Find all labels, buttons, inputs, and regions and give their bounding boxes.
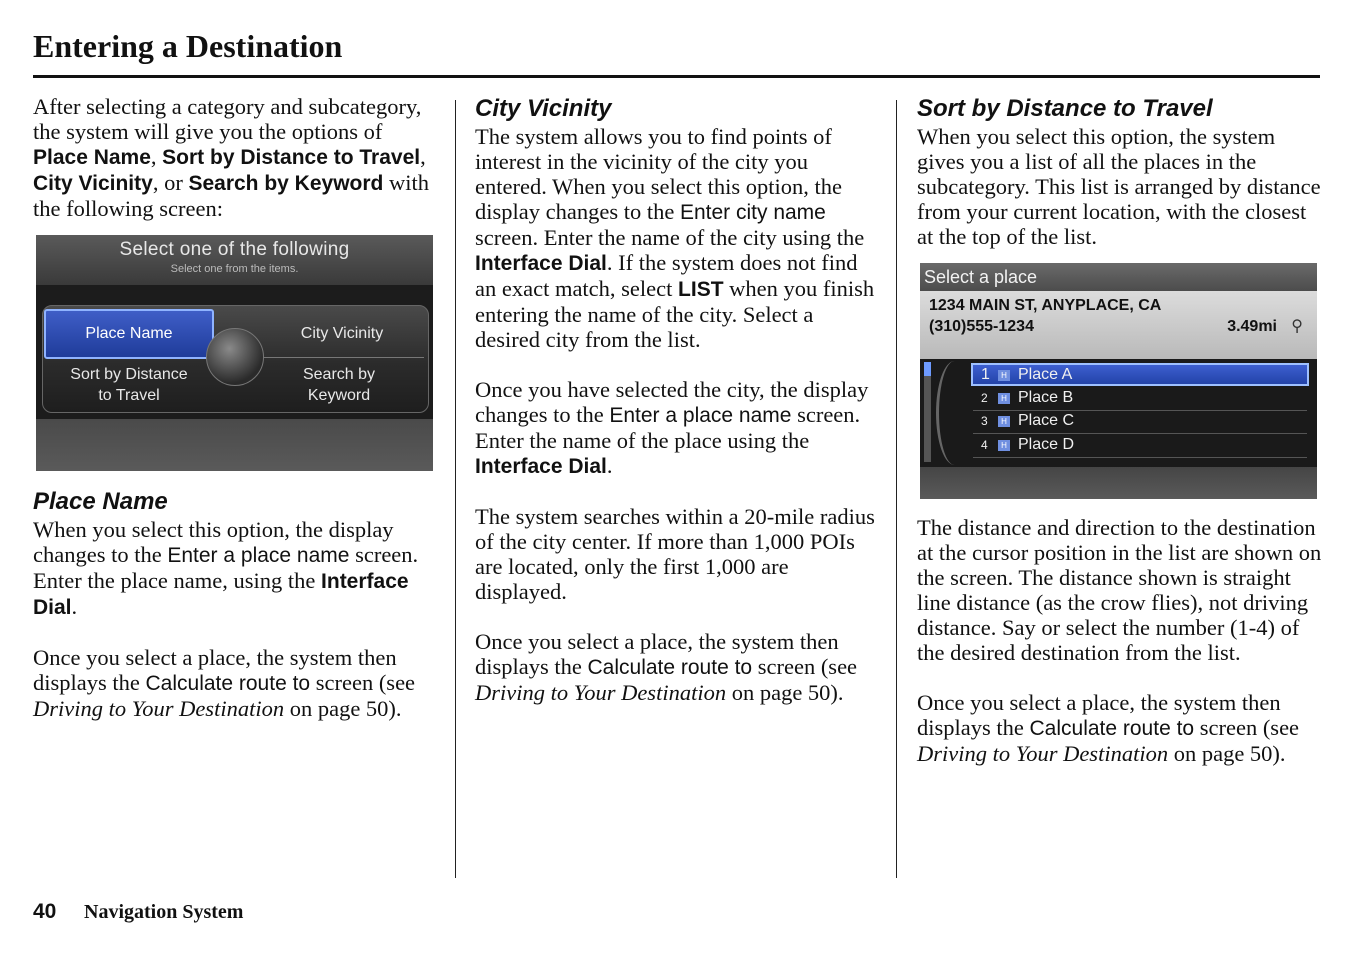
list-item-place-b[interactable] [973, 388, 1307, 411]
control-name: Interface Dial [475, 252, 607, 275]
text: The system allows you to find points of interest in the vicinity of the city you entered. When you select this option, the display changes to the [475, 124, 842, 224]
text: After selecting a category and subcategory, the system will give you the options of [33, 94, 422, 144]
text: , [420, 144, 426, 169]
poi-icon: H [998, 393, 1010, 404]
text: screen. Enter the name of the city using the [475, 225, 865, 250]
column-divider-2 [896, 100, 897, 878]
screen-name: Enter city name [679, 201, 826, 224]
text: Once you select a place, the system then displays the [33, 645, 397, 695]
place-info-panel [920, 291, 1317, 359]
text: screen (see [1194, 715, 1300, 740]
control-name: LIST [678, 278, 724, 301]
item-number: 1 [981, 366, 990, 383]
text: with the following screen: [33, 170, 429, 221]
option-city-vicinity[interactable]: City Vicinity [300, 325, 384, 342]
column-1 [33, 94, 438, 721]
screen-name: Calculate route to [587, 656, 753, 679]
item-number: 2 [981, 391, 988, 405]
option-sort-by-distance[interactable] [54, 364, 204, 406]
screen-name: Enter a place name [609, 404, 792, 427]
text: , or [152, 170, 189, 195]
text: on page 50). [726, 680, 844, 705]
list-item-place-d[interactable] [973, 435, 1307, 458]
sort-paragraph-2: The distance and direction to the destination at the cursor position in the list are shown on the screen. The distance shown is straight line distance (as the crow flies), not driving distance. Say or select the number (1-4) of the desired destination from the list. [917, 515, 1322, 665]
keyword-search-by-keyword: Search by Keyword [188, 172, 384, 195]
poi-icon: H [998, 440, 1010, 451]
city-vicinity-paragraph-4 [475, 629, 880, 705]
control-name: Interface Dial [475, 455, 607, 478]
text: Once you select a place, the system then displays the [917, 690, 1281, 740]
text: . [71, 594, 78, 619]
item-label: Place A [1018, 366, 1073, 383]
text: . If the system does not find an exact match, select [475, 250, 858, 301]
text: on page 50). [284, 696, 402, 721]
option-label: to Travel [98, 387, 160, 404]
place-name-paragraph-1 [33, 517, 438, 620]
cross-reference: Driving to Your Destination [475, 680, 727, 705]
option-label: Sort by Distance [70, 366, 188, 383]
text: When you select this option, the display changes to the [33, 517, 394, 567]
option-label: Keyword [307, 387, 371, 404]
item-number: 3 [981, 414, 988, 428]
footer-page-number: 40 [33, 900, 57, 923]
item-label: Place D [1018, 436, 1075, 453]
footer-label: Navigation System [84, 901, 244, 923]
poi-icon: H [998, 416, 1010, 427]
place-address: 1234 MAIN ST, ANYPLACE, CA [929, 297, 1162, 314]
poi-icon: H [998, 370, 1010, 381]
text: Once you select a place, the system then displays the [475, 629, 839, 679]
screen-footer-bar [36, 419, 433, 471]
column-3 [917, 94, 1322, 766]
city-vicinity-paragraph-3: The system searches within a 20-mile radius of the city center. If more than 1,000 POIs are located, only the first 1,000 are displayed. [475, 504, 875, 604]
keyword-city-vicinity: City Vicinity [33, 172, 153, 195]
list-item-place-a[interactable] [971, 363, 1309, 386]
text: , [150, 144, 163, 169]
interface-dial-knob [206, 328, 264, 386]
option-label: Search by [302, 366, 376, 383]
place-name-paragraph-2 [33, 645, 438, 721]
text: on page 50). [1168, 741, 1286, 766]
screen-title: Select one of the following [119, 239, 350, 260]
page-title: Entering a Destination [33, 28, 343, 64]
intro-paragraph [33, 94, 438, 221]
text: screen (see [310, 670, 416, 695]
keyword-place-name: Place Name [33, 146, 151, 169]
option-search-by-keyword[interactable] [272, 364, 406, 406]
dial-arc [936, 361, 973, 465]
text: when you finish entering the name of the city. Select a desired city from the list. [475, 276, 875, 352]
screen-footer-bar [920, 467, 1317, 499]
keyword-sort-by-distance: Sort by Distance to Travel [162, 146, 421, 169]
column-divider-1 [455, 100, 456, 878]
text: Once you have selected the city, the display changes to the [475, 377, 869, 427]
section-heading-sort-by-distance: Sort by Distance to Travel [917, 95, 1213, 122]
cross-reference: Driving to Your Destination [33, 696, 285, 721]
select-one-screen [36, 235, 433, 471]
screen-header [36, 235, 433, 285]
text: screen. Enter the place name, using the [33, 542, 419, 593]
screen-name: Enter a place name [167, 544, 350, 567]
list-scrollbar[interactable] [924, 362, 931, 462]
item-label: Place C [1018, 412, 1075, 429]
list-item-place-c[interactable] [973, 411, 1307, 434]
section-heading-place-name: Place Name [33, 488, 168, 515]
sort-paragraph-1: When you select this option, the system gives you a list of all the places in the subcategory. This list is arranged by distance from your current location, with the closest at the top of the list. [917, 124, 1321, 249]
place-phone: (310)555-1234 [929, 318, 1034, 335]
screen-title: Select a place [920, 263, 1317, 291]
screen-name: Calculate route to [145, 672, 311, 695]
item-number: 4 [981, 438, 988, 452]
place-list [920, 359, 1317, 467]
direction-pin-icon: ⚲ [1291, 318, 1303, 335]
screen-name: Calculate route to [1029, 717, 1195, 740]
select-place-screen [920, 263, 1317, 499]
city-vicinity-paragraph-1 [475, 124, 880, 352]
city-vicinity-paragraph-2 [475, 377, 880, 479]
screen-subtitle: Select one from the items. [170, 263, 299, 275]
sort-paragraph-3 [917, 690, 1322, 766]
control-name: Interface Dial [33, 570, 409, 619]
place-distance: 3.49mi [1227, 318, 1277, 335]
cross-reference: Driving to Your Destination [917, 741, 1169, 766]
section-heading-city-vicinity: City Vicinity [475, 95, 612, 122]
scrollbar-thumb[interactable] [924, 362, 931, 376]
divider [262, 357, 424, 358]
item-label: Place B [1018, 389, 1074, 406]
option-place-name[interactable]: Place Name [44, 309, 214, 359]
text: screen (see [752, 654, 858, 679]
text: . [606, 453, 613, 478]
title-rule [33, 75, 1320, 78]
text: screen. Enter the name of the place using the [475, 402, 861, 453]
column-2 [475, 94, 880, 705]
